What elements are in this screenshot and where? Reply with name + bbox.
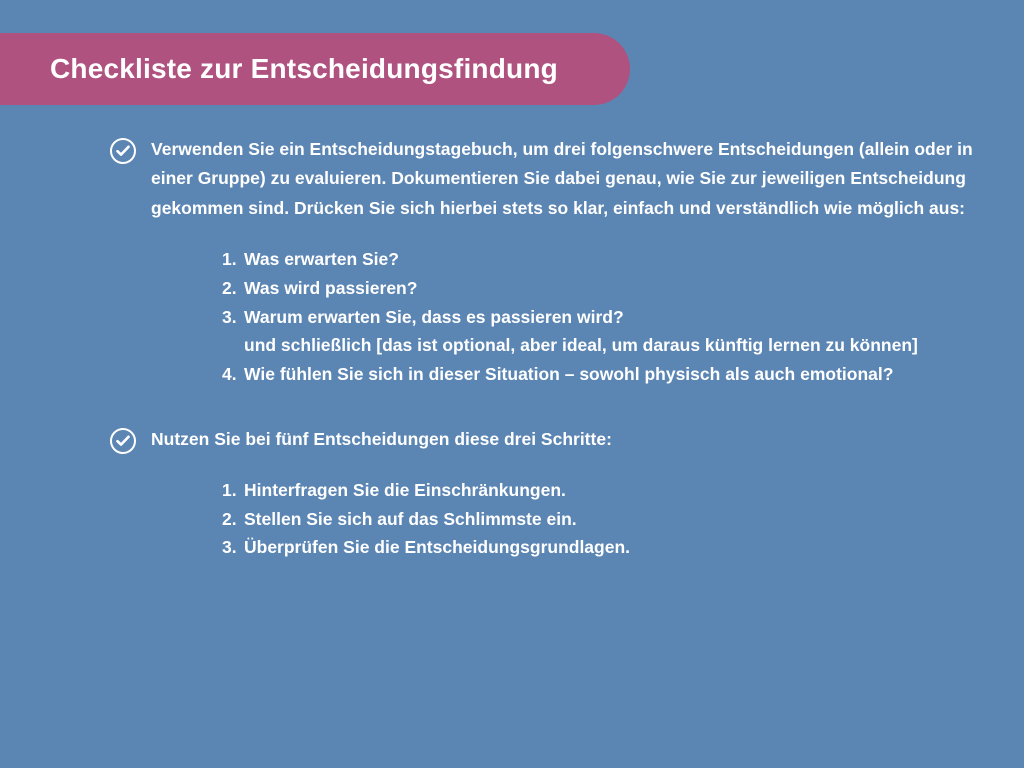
numbered-sublist bbox=[110, 245, 984, 388]
list-item bbox=[110, 533, 984, 562]
list-item-text: Was wird passieren? bbox=[244, 277, 418, 298]
slide-body bbox=[0, 135, 1024, 562]
checklist-block bbox=[110, 425, 984, 562]
list-item bbox=[110, 245, 984, 274]
list-item bbox=[110, 360, 984, 389]
list-item bbox=[110, 476, 984, 505]
list-item-text: Was erwarten Sie? bbox=[244, 249, 399, 270]
checklist-item bbox=[110, 425, 984, 454]
numbered-sublist bbox=[110, 476, 984, 562]
check-circle-icon bbox=[110, 428, 136, 454]
list-item-text: Überprüfen Sie die Entscheidungsgrundlagen. bbox=[244, 537, 631, 558]
list-item-continuation: und schließlich [das ist optional, aber ideal, um daraus künftig lernen zu können] bbox=[244, 335, 918, 356]
list-item-text: Stellen Sie sich auf das Schlimmste ein. bbox=[244, 508, 577, 529]
checklist-block bbox=[110, 135, 984, 389]
list-item-number: 3. bbox=[222, 306, 237, 327]
check-circle-icon bbox=[110, 138, 136, 164]
list-item-number: 2. bbox=[222, 508, 237, 529]
checklist-item-text: Nutzen Sie bei fünf Entscheidungen diese drei Schritte: bbox=[151, 428, 612, 449]
title-banner bbox=[0, 33, 630, 105]
checklist-item bbox=[110, 135, 984, 223]
list-item-number: 3. bbox=[222, 537, 237, 558]
list-item bbox=[110, 274, 984, 303]
list-item-number: 1. bbox=[222, 249, 237, 270]
list-item-number: 1. bbox=[222, 480, 237, 500]
list-item-text: Wie fühlen Sie sich in dieser Situation – sowohl physisch als auch emotional? bbox=[244, 363, 894, 384]
page-title: Checkliste zur Entscheidungsfindung bbox=[50, 52, 558, 84]
list-item bbox=[110, 303, 984, 360]
list-item-number: 2. bbox=[222, 277, 237, 298]
list-item-text: Hinterfragen Sie die Einschränkungen. bbox=[244, 480, 566, 500]
checklist-item-text: Verwenden Sie ein Entscheidungstagebuch, um drei folgenschwere Entscheidungen (allein oder in einer Gruppe) zu evaluieren. Dokumentieren Sie dabei genau, wie Sie zur jeweiligen Entscheidung gekommen sind. Drücken Sie sich hierbei stets so klar, einfach und verständlich wie möglich aus: bbox=[151, 139, 973, 218]
list-item bbox=[110, 505, 984, 534]
list-item-number: 4. bbox=[222, 363, 237, 384]
list-item-text: Warum erwarten Sie, dass es passieren wird? bbox=[244, 306, 624, 327]
